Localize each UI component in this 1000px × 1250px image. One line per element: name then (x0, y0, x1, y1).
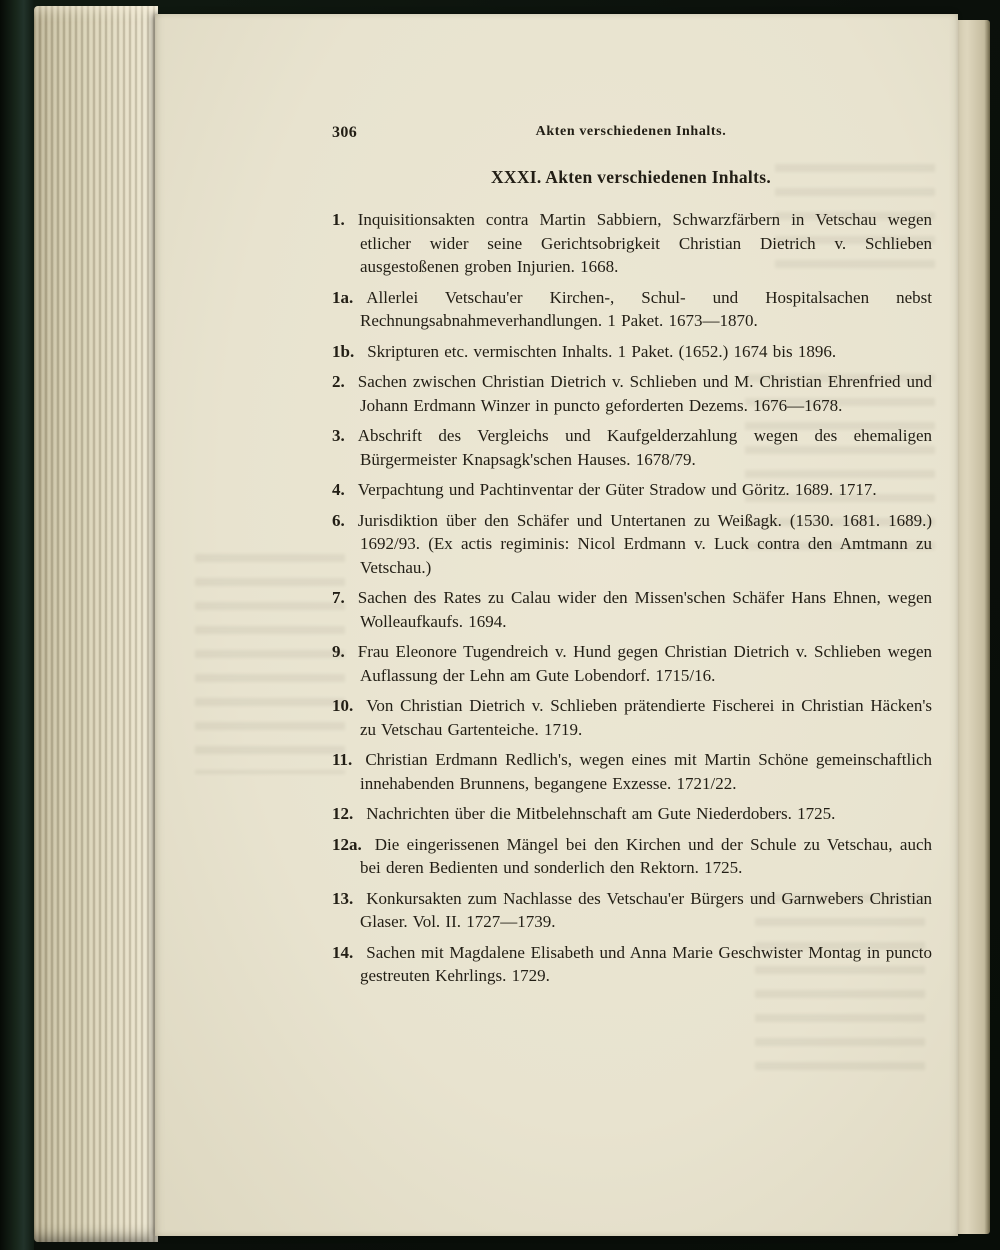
list-item (332, 370, 932, 417)
list-item (332, 340, 932, 364)
item-number: 1b. (332, 341, 355, 361)
item-number: 11. (332, 750, 353, 769)
list-item (332, 509, 932, 580)
item-number: 6. (332, 510, 345, 530)
item-text: Sachen des Rates zu Calau wider den Missen'schen Schäfer Hans Ehnen, wegen Wolleaufkaufs. 1694. (357, 588, 932, 631)
item-text: Sachen mit Magdalene Elisabeth und Anna Marie Geschwister Montag in puncto gestreuten Kehrlings. 1729. (360, 942, 932, 985)
list-item (332, 694, 932, 741)
list-item (332, 802, 932, 826)
item-text: Nachrichten über die Mitbelehnschaft am Gute Niederdobers. 1725. (366, 804, 836, 823)
list-item (332, 478, 932, 502)
item-text: Abschrift des Vergleichs und Kaufgelderzahlung wegen des ehemaligen Bürgermeister Knapsagk'schen Hauses. 1678/79. (357, 426, 932, 469)
item-text: Inquisitionsakten contra Martin Sabbiern, Schwarzfärbern in Vetschau wegen etlicher wider seine Gerichtsobrigkeit Christian Dietrich v. Schlieben ausgestoßenen groben Injurien. 1668. (357, 210, 932, 276)
book-cover-edge (0, 0, 34, 1250)
item-text: Skripturen etc. vermischten Inhalts. 1 Paket. (1652.) 1674 bis 1896. (367, 341, 837, 361)
item-text: Allerlei Vetschau'er Kirchen-, Schul- und Hospitalsachen nebst Rechnungsabnahmeverhandlungen. 1 Paket. 1673—1870. (360, 287, 932, 330)
item-text: Von Christian Dietrich v. Schlieben prätendierte Fischerei in Christian Häcken's zu Vetschau Gartenteiche. 1719. (360, 696, 932, 739)
scanned-page (155, 14, 958, 1236)
item-text: Sachen zwischen Christian Dietrich v. Schlieben und M. Christian Ehrenfried und Johann Erdmann Winzer in puncto geforderten Dezems. 1676—1678. (357, 372, 932, 415)
page-edge-stack (34, 6, 158, 1242)
page-header (332, 124, 930, 142)
item-number: 9. (332, 642, 345, 661)
list-item (332, 887, 932, 934)
item-number: 2. (332, 372, 345, 391)
item-text: Verpachtung und Pachtinventar der Güter Stradow und Göritz. 1689. 1717. (357, 480, 877, 499)
item-text: Frau Eleonore Tugendreich v. Hund gegen Christian Dietrich v. Schlieben wegen Auflassung der Lehn am Gute Lobendorf. 1715/16. (357, 642, 932, 685)
item-number: 12. (332, 804, 354, 823)
list-item (332, 640, 932, 687)
list-item (332, 208, 932, 279)
item-number: 3. (332, 426, 345, 445)
section-title: XXXI. Akten verschiedenen Inhalts. (490, 167, 771, 187)
showthrough-smudge (195, 554, 345, 774)
list-item (332, 833, 932, 880)
item-number: 7. (332, 588, 345, 607)
item-text: Konkursakten zum Nachlasse des Vetschau'er Bürgers und Garnwebers Christian Glaser. Vol. II. 1727—1739. (360, 888, 932, 931)
item-number: 10. (332, 696, 354, 715)
item-number: 14. (332, 942, 354, 962)
item-text: Die eingerissenen Mängel bei den Kirchen und der Schule zu Vetschau, auch bei deren Bedienten und sonderlich den Rektorn. 1725. (360, 834, 932, 877)
running-header: Akten verschiedenen Inhalts. (535, 124, 727, 139)
list-item (332, 286, 932, 333)
item-number: 1a. (332, 287, 354, 307)
list-item (332, 748, 932, 795)
list-item (332, 424, 932, 471)
item-text: Jurisdiktion über den Schäfer und Untertanen zu Weißagk. (1530. 1681. 1689.) 1692/93. (Ex actis regiminis: Nicol Erdmann v. Luck contra den Amtmann zu Vetschau.) (357, 510, 932, 577)
item-number: 4. (332, 480, 345, 499)
item-number: 1. (332, 210, 345, 229)
page-number: 306 (332, 124, 358, 141)
item-number: 12a. (332, 834, 362, 854)
item-text: Christian Erdmann Redlich's, wegen eines mit Martin Schöne gemeinschaftlich innehabenden Brunnens, begangene Exzesse. 1721/22. (360, 750, 932, 793)
items-list (332, 208, 932, 995)
list-item (332, 586, 932, 633)
list-item (332, 941, 932, 988)
item-number: 13. (332, 888, 354, 908)
